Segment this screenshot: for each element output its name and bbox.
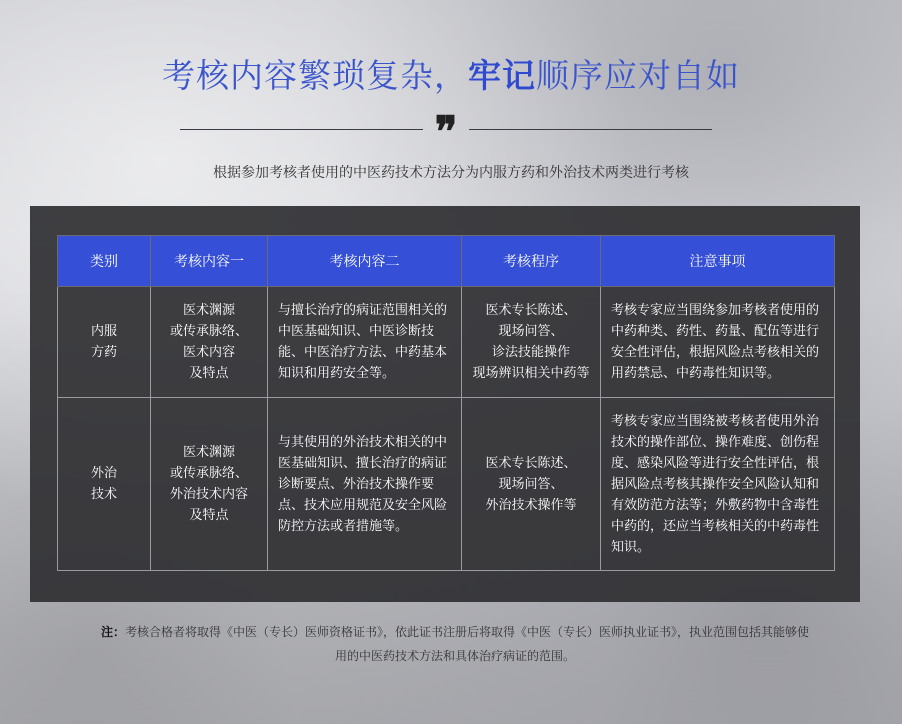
header-procedure: 考核程序 (462, 236, 601, 287)
table-row (58, 398, 835, 571)
cell-notes: 考核专家应当围绕被考核者使用外治技术的操作部位、操作难度、创伤程度、感染风险等进行安全性评估，根据风险点考核其操作安全风险认知和有效防范方法等；外敷药物中含毒性中药的，还应当考核相关的中药毒性知识。 (601, 398, 835, 571)
header-content2: 考核内容二 (268, 236, 462, 287)
title-divider (180, 107, 712, 156)
cell-category: 外治 技术 (58, 398, 151, 571)
cell-content1: 医术渊源 或传承脉络、 外治技术内容 及特点 (151, 398, 268, 571)
cell-content2: 与擅长治疗的病证范围相关的中医基础知识、中医诊断技能、中医治疗方法、中药基本知识和用药安全等。 (268, 287, 462, 398)
header-content1: 考核内容一 (151, 236, 268, 287)
table-header-row (58, 236, 835, 287)
footnote-label: 注： (100, 625, 125, 639)
title-part1: 考核内容繁琐复杂， (162, 56, 468, 95)
divider-line-right (469, 129, 712, 130)
header-notes: 注意事项 (601, 236, 835, 287)
title-part2: 顺序应对自如 (536, 56, 740, 95)
cell-notes: 考核专家应当围绕参加考核者使用的中药种类、药性、药量、配伍等进行安全性评估，根据风险点考核相关的用药禁忌、中药毒性知识等。 (601, 287, 835, 398)
cell-content2: 与其使用的外治技术相关的中医基础知识、擅长治疗的病证诊断要点、外治技术操作要点、技术应用规范及安全风险防控方法或者措施等。 (268, 398, 462, 571)
page-title (0, 50, 902, 97)
table-row (58, 287, 835, 398)
table-panel (30, 206, 860, 602)
assessment-table (57, 235, 835, 571)
subtitle: 根据参加考核者使用的中医药技术方法分为内服方药和外治技术两类进行考核 (213, 165, 689, 181)
cell-category: 内服 方药 (58, 287, 151, 398)
cell-procedure: 医术专长陈述、 现场问答、 外治技术操作等 (462, 398, 601, 571)
title-emphasis: 牢记 (468, 56, 536, 95)
header-category: 类别 (58, 236, 151, 287)
divider-line-left (180, 129, 423, 130)
cell-procedure: 医术专长陈述、 现场问答、 诊法技能操作 现场辨识相关中药等 (462, 287, 601, 398)
quote-icon: ❞ (434, 107, 458, 156)
footnote (95, 620, 815, 668)
footnote-text: 考核合格者将取得《中医（专长）医师资格证书》，依此证书注册后将取得《中医（专长）医师执业证书》，执业范围包括其能够使用的中医药技术方法和具体治疗病证的范围。 (125, 625, 810, 663)
cell-content1: 医术渊源 或传承脉络、 医术内容 及特点 (151, 287, 268, 398)
